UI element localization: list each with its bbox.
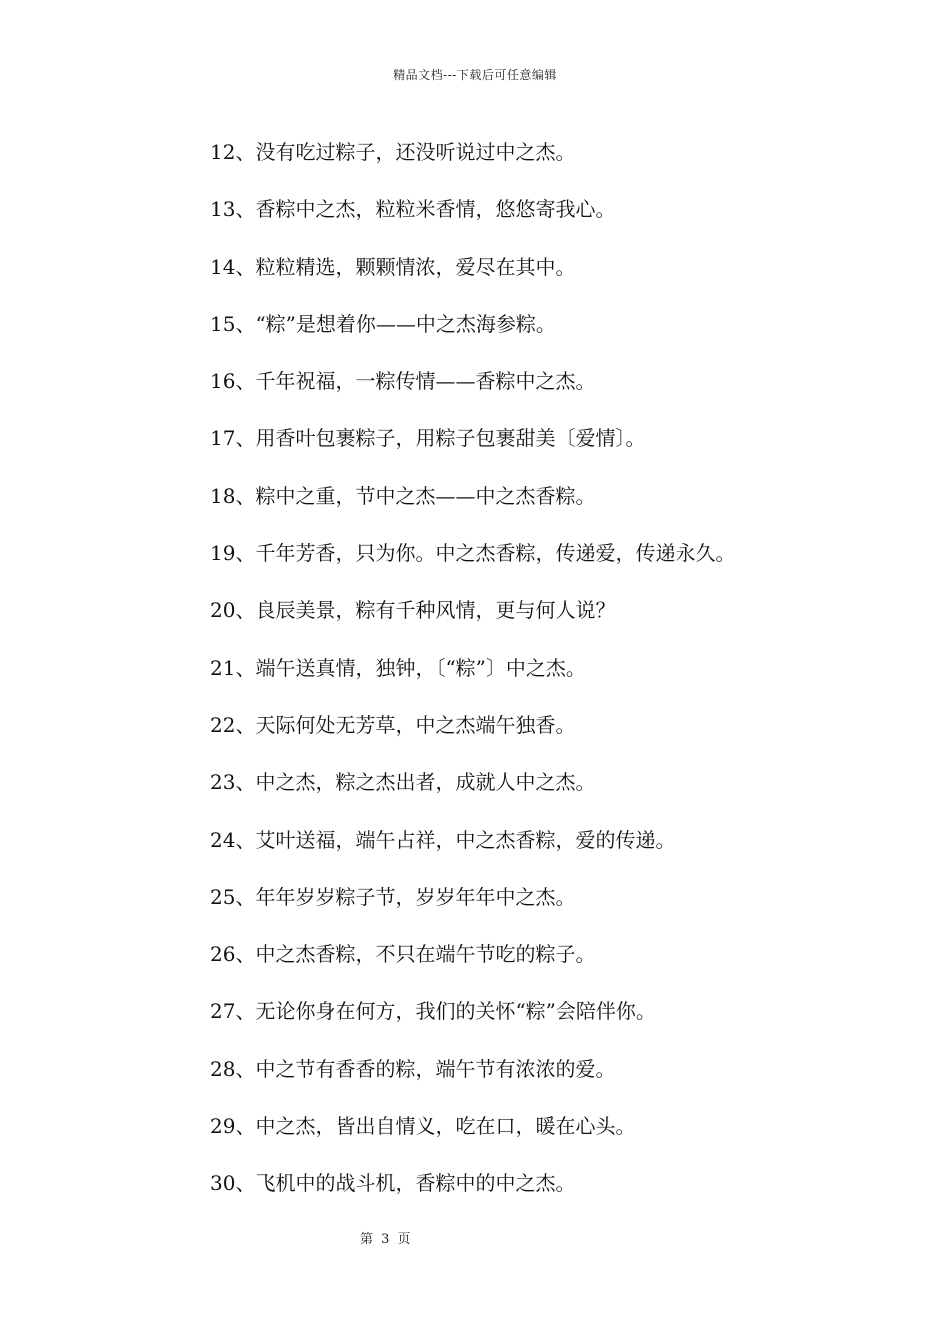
list-item: 18、粽中之重，节中之杰——中之杰香粽。 bbox=[210, 483, 596, 508]
page-number: 第 3 页 bbox=[360, 1232, 411, 1247]
list-item: 26、中之杰香粽，不只在端午节吃的粽子。 bbox=[210, 942, 596, 967]
list-item: 12、没有吃过粽子，还没听说过中之杰。 bbox=[210, 140, 576, 164]
list-item: 27、无论你身在何方，我们的关怀“粽”会陪伴你。 bbox=[210, 999, 656, 1024]
page-header: 精品文档---下载后可任意编辑 bbox=[393, 68, 557, 82]
list-item: 17、用香叶包裹粽子，用粽子包裹甜美〔爱情〕。 bbox=[210, 426, 646, 451]
list-item: 20、良辰美景，粽有千种风情，更与何人说？ bbox=[210, 598, 616, 623]
list-item: 16、千年祝福，一粽传情——香粽中之杰。 bbox=[210, 369, 596, 394]
list-item: 13、香粽中之杰，粒粒米香情，悠悠寄我心。 bbox=[210, 197, 616, 222]
list-item: 25、年年岁岁粽子节，岁岁年年中之杰。 bbox=[210, 884, 576, 909]
list-item: 23、中之杰，粽之杰出者，成就人中之杰。 bbox=[210, 770, 596, 795]
list-item: 24、艾叶送福，端午占祥，中之杰香粽，爱的传递。 bbox=[210, 827, 676, 852]
slogan-list bbox=[210, 134, 910, 1223]
list-item: 19、千年芳香，只为你。中之杰香粽，传递爱，传递永久。 bbox=[210, 541, 736, 566]
list-item: 29、中之杰，皆出自情义，吃在口，暖在心头。 bbox=[210, 1114, 636, 1139]
list-item: 22、天际何处无芳草，中之杰端午独香。 bbox=[210, 712, 576, 737]
list-item: 14、粒粒精选，颗颗情浓，爱尽在其中。 bbox=[210, 254, 576, 279]
list-item: 15、“粽”是想着你——中之杰海参粽。 bbox=[210, 311, 556, 336]
list-item: 21、端午送真情，独钟，〔“粽”〕中之杰。 bbox=[210, 655, 586, 680]
list-item: 28、中之节有香香的粽，端午节有浓浓的爱。 bbox=[210, 1056, 616, 1081]
list-item: 30、飞机中的战斗机，香粽中的中之杰。 bbox=[210, 1171, 576, 1196]
